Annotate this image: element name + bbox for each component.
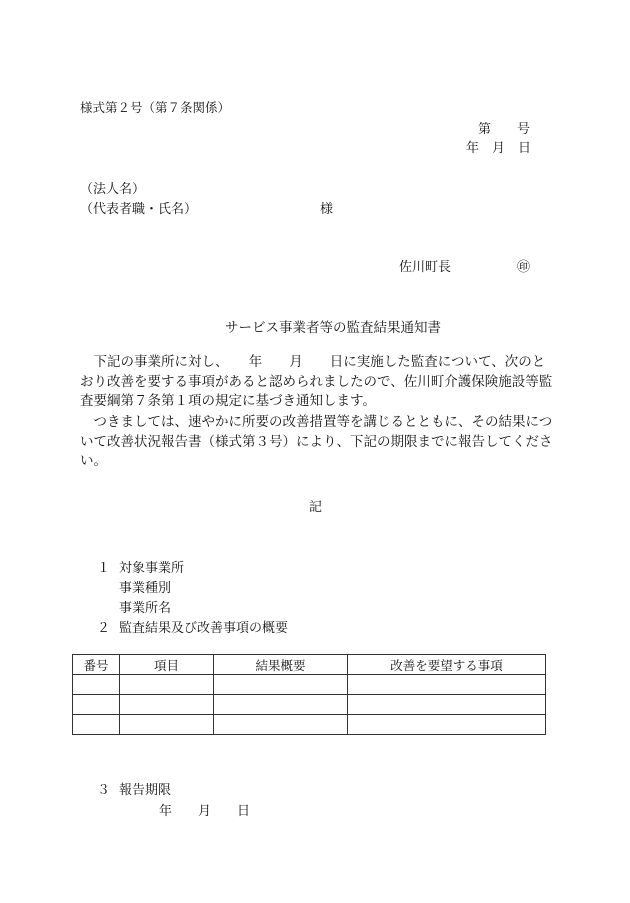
table-cell bbox=[120, 715, 214, 735]
table-row bbox=[73, 715, 546, 735]
issue-date: 年 月 日 bbox=[466, 141, 532, 156]
item-1-business-name: 事業所名 bbox=[119, 601, 172, 616]
seal-mark: ㊞ bbox=[517, 260, 531, 275]
table-cell bbox=[73, 715, 120, 735]
table-row bbox=[73, 695, 546, 715]
item-2-label: 監査結果及び改善事項の概要 bbox=[119, 621, 289, 636]
paragraph-2-line: い。 bbox=[80, 453, 107, 469]
column-header-result-summary: 結果概要 bbox=[214, 655, 348, 675]
paragraph-1-line: おり改善を要する事項があると認められましたので、佐川町介護保険施設等監 bbox=[80, 373, 553, 390]
honorific: 様 bbox=[320, 202, 334, 217]
representative-name-label: （代表者職・氏名） bbox=[80, 202, 198, 217]
table-cell bbox=[214, 715, 348, 735]
report-deadline-date: 年 月 日 bbox=[159, 804, 251, 819]
table-cell bbox=[348, 695, 546, 715]
table-cell bbox=[73, 675, 120, 695]
table-cell bbox=[348, 715, 546, 735]
paragraph-1-line: 査要綱第７条第１項の規定に基づき通知します。 bbox=[80, 393, 376, 409]
item-3-label: 報告期限 bbox=[119, 783, 172, 798]
paragraph-2-line: いて改善状況報告書（様式第３号）により、下記の期限までに報告してくださ bbox=[80, 433, 553, 450]
item-1-number: １ bbox=[97, 561, 111, 576]
column-header-requested-improvement: 改善を要望する事項 bbox=[348, 655, 546, 675]
item-1-label: 対象事業所 bbox=[119, 561, 185, 576]
table-cell bbox=[348, 675, 546, 695]
item-1-business-type: 事業種別 bbox=[119, 581, 172, 596]
paragraph-2-line: つきましては、速やかに所要の改善措置等を講じるとともに、その結果につ bbox=[80, 414, 553, 430]
table-cell bbox=[73, 695, 120, 715]
table-header-row bbox=[73, 655, 546, 675]
table-cell bbox=[214, 695, 348, 715]
ki-heading: 記 bbox=[309, 500, 323, 515]
table-cell bbox=[120, 675, 214, 695]
corporation-name-label: （法人名） bbox=[80, 182, 146, 197]
table-row bbox=[73, 675, 546, 695]
column-header-number: 番号 bbox=[73, 655, 120, 675]
audit-result-table bbox=[72, 654, 546, 735]
document-number: 第 号 bbox=[478, 122, 531, 137]
sender-title: 佐川町長 bbox=[399, 260, 452, 275]
paragraph-1-line: 下記の事業所に対し、 年 月 日に実施した監査について、次のと bbox=[80, 354, 546, 370]
item-2-number: ２ bbox=[97, 621, 111, 636]
paragraph-2 bbox=[80, 413, 553, 472]
paragraph-1 bbox=[80, 353, 553, 412]
column-header-item: 項目 bbox=[120, 655, 214, 675]
form-number: 様式第２号（第７条関係） bbox=[80, 100, 231, 115]
item-3-number: ３ bbox=[97, 783, 111, 798]
table-cell bbox=[214, 675, 348, 695]
table-cell bbox=[120, 695, 214, 715]
document-title: サービス事業者等の監査結果通知書 bbox=[225, 320, 441, 336]
